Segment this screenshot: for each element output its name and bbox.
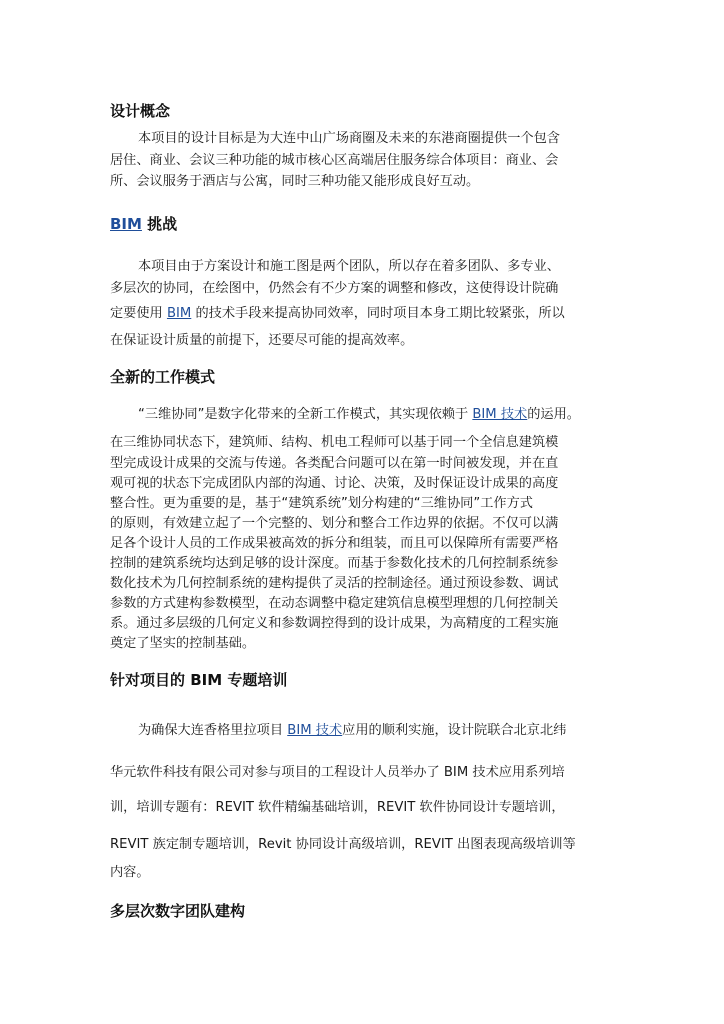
paragraph-line <box>138 722 566 740</box>
paragraph-line: 的原则，有效建立起了一个完整的、划分和整合工作边界的依据。不仅可以满 <box>110 516 559 531</box>
paragraph-line <box>138 406 580 424</box>
text-run: 的技术手段来提高协同效率，同时项目本身工期比较紧张，所以 <box>191 306 565 321</box>
paragraph-line: 居住、商业、会议三种功能的城市核心区高端居住服务综合体项目：商业、会 <box>110 153 559 168</box>
paragraph-line: 控制的建筑系统均达到足够的设计深度。而基于参数化技术的几何控制系统参 <box>110 556 559 571</box>
text-run: 应用的顺利实施，设计院联合北京北纬 <box>342 723 567 738</box>
text-run: 定要使用 <box>110 306 167 321</box>
heading-new-work-mode: 全新的工作模式 <box>110 368 216 386</box>
text-run: 为确保大连香格里拉项目 <box>138 723 288 738</box>
paragraph-line: 参数的方式建构参数模型，在动态调整中稳定建筑信息模型理想的几何控制关 <box>110 596 559 611</box>
paragraph-line: 华元软件科技有限公司对参与项目的工程设计人员举办了 BIM 技术应用系列培 <box>110 765 565 780</box>
paragraph-line: 奠定了坚实的控制基础。 <box>110 636 256 651</box>
bim-tech-link[interactable]: BIM 技术 <box>472 407 528 422</box>
bim-link[interactable]: BIM <box>166 306 192 321</box>
paragraph-line: 数化技术为几何控制系统的建构提供了灵活的控制途径。通过预设参数、调试 <box>110 576 559 591</box>
paragraph-line: 多层次的协同，在绘图中，仍然会有不少方案的调整和修改，这使得设计院确 <box>110 281 559 296</box>
paragraph-line: 训，培训专题有：REVIT 软件精编基础培训，REVIT 软件协同设计专题培训， <box>110 800 565 815</box>
heading-design-concept: 设计概念 <box>110 102 171 120</box>
heading-text: 挑战 <box>141 215 178 233</box>
paragraph-line <box>110 305 565 323</box>
paragraph-line: 型完成设计成果的交流与传递。各类配合问题可以在第一时间被发现，并在直 <box>110 456 559 471</box>
paragraph-line: 系。通过多层级的几何定义和参数调控得到的设计成果，为高精度的工程实施 <box>110 616 559 631</box>
paragraph-line: 足各个设计人员的工作成果被高效的拆分和组装，而且可以保障所有需要严格 <box>110 536 559 551</box>
paragraph-line: 在三维协同状态下，建筑师、结构、机电工程师可以基于同一个全信息建筑模 <box>110 435 559 450</box>
paragraph-line: 观可视的状态下完成团队内部的沟通、讨论、决策，及时保证设计成果的高度 <box>110 476 559 491</box>
paragraph-line: 本项目由于方案设计和施工图是两个团队，所以存在着多团队、多专业、 <box>138 259 560 274</box>
paragraph-line: 在保证设计质量的前提下，还要尽可能的提高效率。 <box>110 333 414 348</box>
heading-team-building: 多层次数字团队建构 <box>110 902 246 920</box>
paragraph-line: 本项目的设计目标是为大连中山广场商圈及未来的东港商圈提供一个包含 <box>138 131 560 146</box>
heading-bim-training: 针对项目的 BIM 专题培训 <box>110 671 288 689</box>
heading-bim-challenge <box>110 213 177 234</box>
paragraph-line: REVIT 族定制专题培训，Revit 协同设计高级培训，REVIT 出图表现高级培训等 <box>110 837 576 852</box>
bim-tech-link[interactable]: BIM 技术 <box>287 723 343 738</box>
bim-heading-link[interactable]: BIM <box>110 215 142 233</box>
paragraph-line: 整合性。更为重要的是，基于“建筑系统”划分构建的“三维协同”工作方式 <box>110 496 533 511</box>
text-run: “三维协同”是数字化带来的全新工作模式，其实现依赖于 <box>138 407 473 422</box>
paragraph-line: 内容。 <box>110 865 150 880</box>
paragraph-line: 所、会议服务于酒店与公寓，同时三种功能又能形成良好互动。 <box>110 174 480 189</box>
text-run: 的运用。 <box>527 407 580 422</box>
